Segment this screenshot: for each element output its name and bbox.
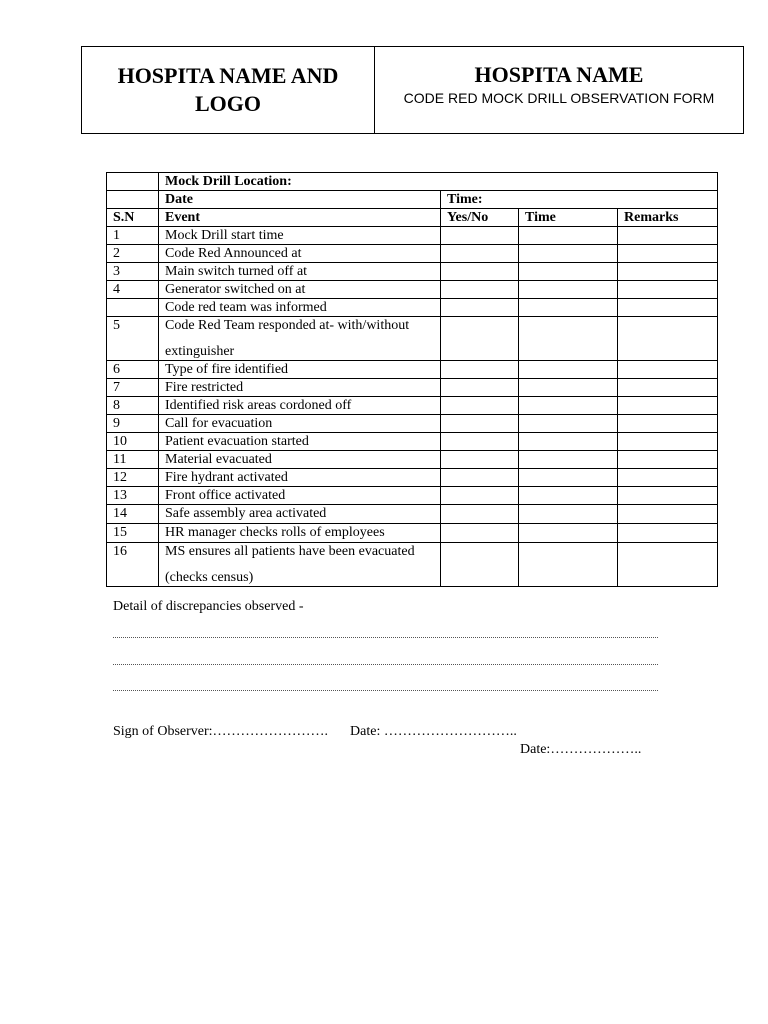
event-text: Code red team was informed (165, 300, 327, 315)
yesno-cell[interactable] (441, 379, 519, 397)
event-text: Front office activated (165, 488, 286, 503)
row-event (159, 524, 441, 543)
time-cell[interactable] (519, 317, 618, 361)
remarks-cell[interactable] (618, 317, 718, 361)
row-event (159, 227, 441, 245)
header-title-block (375, 47, 743, 133)
row-serial-number: 2 (107, 245, 159, 263)
row-event (159, 397, 441, 415)
yesno-cell[interactable] (441, 227, 519, 245)
row-serial-number: 1 (107, 227, 159, 245)
table-row (107, 487, 718, 505)
event-text: Fire hydrant activated (165, 470, 288, 485)
form-header (81, 46, 744, 134)
yesno-cell[interactable] (441, 524, 519, 543)
row-serial-number: 12 (107, 469, 159, 487)
yesno-cell[interactable] (441, 361, 519, 379)
remarks-cell[interactable] (618, 469, 718, 487)
date-label: Date (159, 191, 441, 209)
yesno-cell[interactable] (441, 397, 519, 415)
time-label: Time: (441, 191, 718, 209)
remarks-cell[interactable] (618, 379, 718, 397)
yesno-cell[interactable] (441, 317, 519, 361)
table-row (107, 227, 718, 245)
row-serial-number: 11 (107, 451, 159, 469)
remarks-cell[interactable] (618, 505, 718, 524)
row-event (159, 379, 441, 397)
table-row (107, 299, 718, 317)
col-header-event: Event (159, 209, 441, 227)
col-header-yesno: Yes/No (441, 209, 519, 227)
yesno-cell[interactable] (441, 281, 519, 299)
hospital-logo-placeholder: HOSPITA NAME AND LOGO (82, 47, 375, 133)
time-cell[interactable] (519, 433, 618, 451)
time-cell[interactable] (519, 263, 618, 281)
observer-sign-field[interactable]: Sign of Observer:……………………. (113, 724, 329, 739)
table-row (107, 469, 718, 487)
event-text-continued: extinguisher (165, 344, 235, 359)
time-cell[interactable] (519, 299, 618, 317)
remarks-cell[interactable] (618, 227, 718, 245)
blank-cell (107, 191, 159, 209)
remarks-cell[interactable] (618, 487, 718, 505)
col-header-sn: S.N (107, 209, 159, 227)
drill-observation-table (106, 172, 718, 587)
yesno-cell[interactable] (441, 299, 519, 317)
row-event (159, 469, 441, 487)
remarks-cell[interactable] (618, 281, 718, 299)
yesno-cell[interactable] (441, 487, 519, 505)
event-text: Type of fire identified (165, 362, 289, 377)
time-cell[interactable] (519, 543, 618, 587)
time-cell[interactable] (519, 505, 618, 524)
table-row (107, 281, 718, 299)
remarks-cell[interactable] (618, 245, 718, 263)
row-event (159, 245, 441, 263)
row-event (159, 263, 441, 281)
yesno-cell[interactable] (441, 543, 519, 587)
row-event (159, 433, 441, 451)
event-text-continued: (checks census) (165, 570, 254, 585)
table-row (107, 379, 718, 397)
row-serial-number: 8 (107, 397, 159, 415)
signature-row (113, 724, 517, 740)
row-event (159, 451, 441, 469)
remarks-cell[interactable] (618, 524, 718, 543)
discrepancy-line[interactable] (113, 664, 658, 665)
event-text: Material evacuated (165, 452, 272, 467)
col-header-time: Time (519, 209, 618, 227)
time-cell[interactable] (519, 397, 618, 415)
time-cell[interactable] (519, 487, 618, 505)
time-cell[interactable] (519, 415, 618, 433)
row-serial-number: 16 (107, 543, 159, 587)
discrepancy-line[interactable] (113, 637, 658, 638)
event-text: MS ensures all patients have been evacuated (165, 544, 415, 559)
table-row (107, 433, 718, 451)
remarks-cell[interactable] (618, 397, 718, 415)
event-text: Patient evacuation started (165, 434, 309, 449)
event-text: Safe assembly area activated (165, 506, 327, 521)
row-serial-number: 7 (107, 379, 159, 397)
row-serial-number: 10 (107, 433, 159, 451)
time-cell[interactable] (519, 281, 618, 299)
yesno-cell[interactable] (441, 505, 519, 524)
discrepancies-label: Detail of discrepancies observed - (113, 599, 304, 614)
location-row (107, 173, 718, 191)
event-text: HR manager checks rolls of employees (165, 525, 385, 540)
event-text: Identified risk areas cordoned off (165, 398, 352, 413)
yesno-cell[interactable] (441, 469, 519, 487)
row-serial-number: 4 (107, 281, 159, 299)
row-event (159, 415, 441, 433)
table-row (107, 524, 718, 543)
row-serial-number: 13 (107, 487, 159, 505)
row-serial-number: 14 (107, 505, 159, 524)
table-row (107, 505, 718, 524)
remarks-cell[interactable] (618, 433, 718, 451)
remarks-cell[interactable] (618, 361, 718, 379)
time-cell[interactable] (519, 469, 618, 487)
time-cell[interactable] (519, 227, 618, 245)
time-cell[interactable] (519, 379, 618, 397)
table-row (107, 451, 718, 469)
yesno-cell[interactable] (441, 451, 519, 469)
row-event (159, 543, 441, 587)
row-serial-number: 5 (107, 317, 159, 361)
table-row (107, 245, 718, 263)
location-label: Mock Drill Location: (159, 173, 718, 191)
observer-date-field[interactable]: Date: ……………………….. (350, 724, 517, 739)
remarks-cell[interactable] (618, 263, 718, 281)
remarks-cell[interactable] (618, 415, 718, 433)
table-row (107, 317, 718, 361)
row-serial-number: 15 (107, 524, 159, 543)
yesno-cell[interactable] (441, 433, 519, 451)
row-event (159, 317, 441, 361)
table-row (107, 415, 718, 433)
form-name: CODE RED MOCK DRILL OBSERVATION FORM (403, 90, 715, 106)
column-header-row (107, 209, 718, 227)
event-text: Call for evacuation (165, 416, 273, 431)
yesno-cell[interactable] (441, 245, 519, 263)
remarks-cell[interactable] (618, 451, 718, 469)
event-text: Mock Drill start time (165, 228, 284, 243)
yesno-cell[interactable] (441, 415, 519, 433)
event-text: Main switch turned off at (165, 264, 308, 279)
row-event (159, 281, 441, 299)
row-serial-number: 6 (107, 361, 159, 379)
time-cell[interactable] (519, 245, 618, 263)
table-row (107, 361, 718, 379)
row-serial-number (107, 299, 159, 317)
blank-cell (107, 173, 159, 191)
date-time-row (107, 191, 718, 209)
table-row (107, 543, 718, 587)
remarks-cell[interactable] (618, 543, 718, 587)
event-text: Code Red Team responded at- with/without (165, 318, 410, 333)
hospital-name: HOSPITA NAME (474, 62, 644, 87)
yesno-cell[interactable] (441, 263, 519, 281)
time-cell[interactable] (519, 524, 618, 543)
table-row (107, 263, 718, 281)
row-serial-number: 3 (107, 263, 159, 281)
row-serial-number: 9 (107, 415, 159, 433)
discrepancy-line[interactable] (113, 690, 658, 691)
second-date-field[interactable]: Date:……………….. (520, 742, 642, 757)
time-cell[interactable] (519, 361, 618, 379)
row-event (159, 361, 441, 379)
event-text: Generator switched on at (165, 282, 306, 297)
col-header-remarks: Remarks (618, 209, 718, 227)
time-cell[interactable] (519, 451, 618, 469)
row-event (159, 487, 441, 505)
event-text: Fire restricted (165, 380, 244, 395)
row-event (159, 299, 441, 317)
table-row (107, 397, 718, 415)
event-text: Code Red Announced at (165, 246, 302, 261)
remarks-cell[interactable] (618, 299, 718, 317)
row-event (159, 505, 441, 524)
